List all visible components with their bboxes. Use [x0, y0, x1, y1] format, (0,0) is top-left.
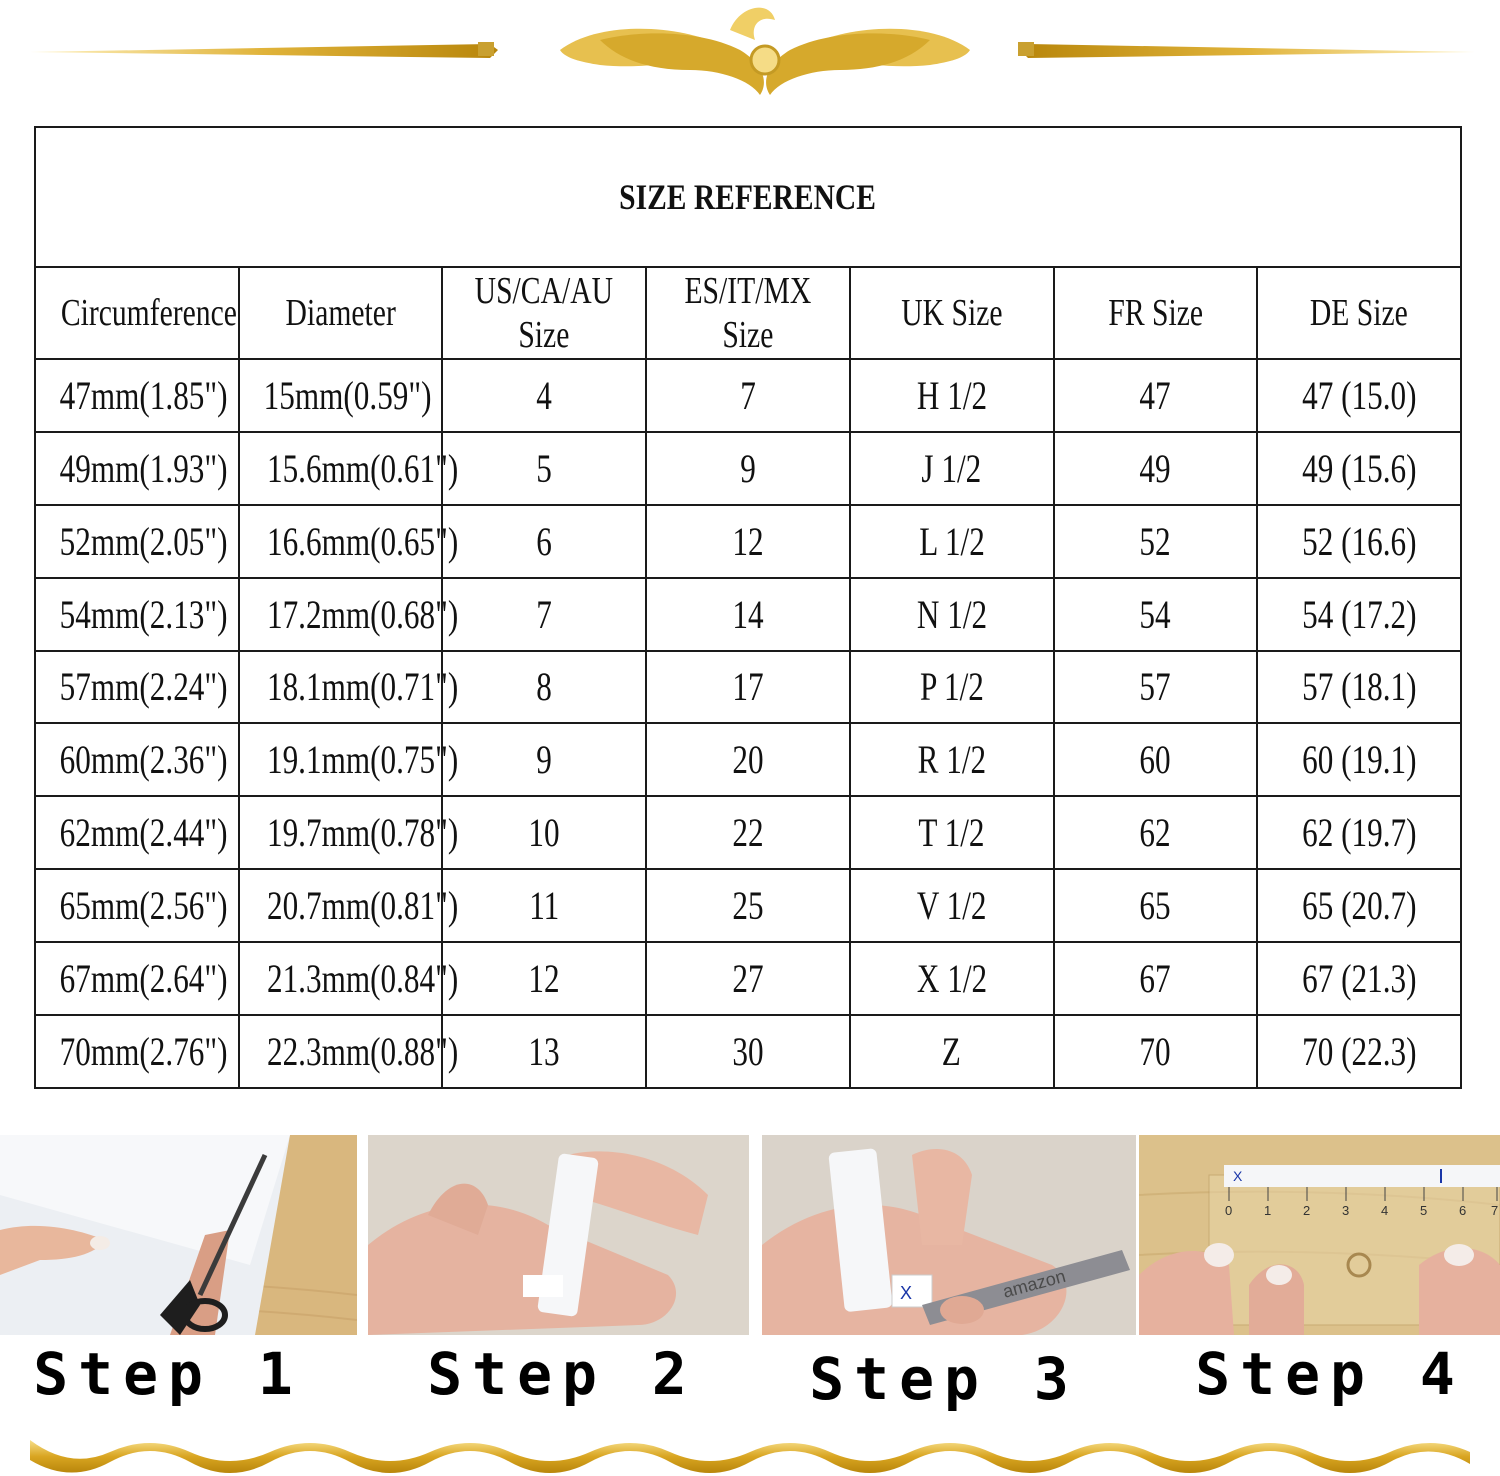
- cell-fr-size: 52: [1054, 505, 1258, 578]
- cell-uk-size: Z: [850, 1015, 1054, 1088]
- pen-brand-text: amazon: [1000, 1265, 1068, 1302]
- ruler-tick-label: 7: [1491, 1203, 1499, 1218]
- strip-mark-x: X: [1233, 1168, 1243, 1184]
- table-row: [35, 651, 1461, 724]
- ruler-tick-label: 1: [1264, 1203, 1272, 1218]
- cell-uk-size: R 1/2: [850, 723, 1054, 796]
- ruler-tick-label: 6: [1459, 1203, 1467, 1218]
- cell-fr-size: 57: [1054, 651, 1258, 724]
- cell-diameter: 15mm(0.59"): [239, 359, 443, 432]
- cell-uk-size: T 1/2: [850, 796, 1054, 869]
- size-reference-table: [34, 126, 1462, 1089]
- table-row: [35, 505, 1461, 578]
- cell-circumference: 57mm(2.24"): [35, 651, 239, 724]
- cell-circumference: 52mm(2.05"): [35, 505, 239, 578]
- header-circumference: Circumference: [35, 267, 239, 359]
- cell-uk-size: L 1/2: [850, 505, 1054, 578]
- cell-uk-size: H 1/2: [850, 359, 1054, 432]
- cell-fr-size: 49: [1054, 432, 1258, 505]
- step-2-label: Step 2: [427, 1340, 697, 1408]
- ruler-tick-label: 4: [1381, 1203, 1389, 1218]
- table-header-row: [35, 267, 1461, 359]
- cell-fr-size: 65: [1054, 869, 1258, 942]
- header-us-size: US/CA/AU Size: [442, 267, 646, 359]
- cell-diameter: 16.6mm(0.65"): [239, 505, 443, 578]
- cell-diameter: 22.3mm(0.88"): [239, 1015, 443, 1088]
- table-row: [35, 723, 1461, 796]
- ruler-tick-label: 5: [1420, 1203, 1428, 1218]
- step-1-photo: [0, 1135, 357, 1335]
- step-4-label: Step 4: [1195, 1340, 1465, 1408]
- cell-es-size: 20: [646, 723, 850, 796]
- cell-diameter: 19.1mm(0.75"): [239, 723, 443, 796]
- cell-fr-size: 70: [1054, 1015, 1258, 1088]
- cell-de-size: 70 (22.3): [1257, 1015, 1461, 1088]
- cell-us-size: 4: [442, 359, 646, 432]
- cell-es-size: 9: [646, 432, 850, 505]
- cell-uk-size: N 1/2: [850, 578, 1054, 651]
- cell-circumference: 54mm(2.13"): [35, 578, 239, 651]
- cell-circumference: 60mm(2.36"): [35, 723, 239, 796]
- table-row: [35, 1015, 1461, 1088]
- cell-de-size: 49 (15.6): [1257, 432, 1461, 505]
- cell-fr-size: 54: [1054, 578, 1258, 651]
- cell-us-size: 10: [442, 796, 646, 869]
- cell-es-size: 27: [646, 942, 850, 1015]
- step-4-photo: [1139, 1135, 1500, 1335]
- cell-uk-size: P 1/2: [850, 651, 1054, 724]
- header-es-size: ES/IT/MX Size: [646, 267, 850, 359]
- cell-fr-size: 62: [1054, 796, 1258, 869]
- cell-es-size: 7: [646, 359, 850, 432]
- step-3-label: Step 3: [809, 1345, 1079, 1413]
- cell-us-size: 12: [442, 942, 646, 1015]
- cell-es-size: 17: [646, 651, 850, 724]
- cell-fr-size: 60: [1054, 723, 1258, 796]
- table-row: [35, 432, 1461, 505]
- cell-diameter: 15.6mm(0.61"): [239, 432, 443, 505]
- ruler-tick-label: 0: [1225, 1203, 1233, 1218]
- header-de-size: DE Size: [1257, 267, 1461, 359]
- overlap-mark-x: X: [900, 1283, 913, 1303]
- table-row: [35, 578, 1461, 651]
- cell-es-size: 14: [646, 578, 850, 651]
- cell-uk-size: X 1/2: [850, 942, 1054, 1015]
- cell-diameter: 20.7mm(0.81"): [239, 869, 443, 942]
- cell-us-size: 11: [442, 869, 646, 942]
- cell-circumference: 62mm(2.44"): [35, 796, 239, 869]
- cell-diameter: 18.1mm(0.71"): [239, 651, 443, 724]
- cell-us-size: 5: [442, 432, 646, 505]
- cell-circumference: 49mm(1.93"): [35, 432, 239, 505]
- cell-es-size: 25: [646, 869, 850, 942]
- step-3-photo: [762, 1135, 1136, 1335]
- cell-us-size: 13: [442, 1015, 646, 1088]
- cell-circumference: 67mm(2.64"): [35, 942, 239, 1015]
- cell-es-size: 12: [646, 505, 850, 578]
- cell-de-size: 52 (16.6): [1257, 505, 1461, 578]
- cell-circumference: 47mm(1.85"): [35, 359, 239, 432]
- cell-de-size: 60 (19.1): [1257, 723, 1461, 796]
- header-fr-size: FR Size: [1054, 267, 1258, 359]
- header-uk-size: UK Size: [850, 267, 1054, 359]
- cell-uk-size: J 1/2: [850, 432, 1054, 505]
- header-diameter: Diameter: [239, 267, 443, 359]
- cell-es-size: 30: [646, 1015, 850, 1088]
- table-title: SIZE REFERENCE: [35, 127, 1461, 267]
- cell-diameter: 17.2mm(0.68"): [239, 578, 443, 651]
- cell-de-size: 62 (19.7): [1257, 796, 1461, 869]
- step-2-photo: [368, 1135, 749, 1335]
- cell-de-size: 67 (21.3): [1257, 942, 1461, 1015]
- cell-de-size: 47 (15.0): [1257, 359, 1461, 432]
- cell-us-size: 6: [442, 505, 646, 578]
- cell-diameter: 19.7mm(0.78"): [239, 796, 443, 869]
- ruler-tick-label: 3: [1342, 1203, 1350, 1218]
- step-1-label: Step 1: [33, 1340, 303, 1408]
- bottom-gold-ribbon: [30, 1430, 1470, 1474]
- cell-us-size: 9: [442, 723, 646, 796]
- top-gold-ornament: [0, 0, 1500, 110]
- cell-fr-size: 67: [1054, 942, 1258, 1015]
- table-row: [35, 869, 1461, 942]
- cell-uk-size: V 1/2: [850, 869, 1054, 942]
- cell-de-size: 57 (18.1): [1257, 651, 1461, 724]
- cell-us-size: 7: [442, 578, 646, 651]
- ruler-tick-label: 2: [1303, 1203, 1311, 1218]
- table-row: [35, 359, 1461, 432]
- cell-us-size: 8: [442, 651, 646, 724]
- cell-de-size: 65 (20.7): [1257, 869, 1461, 942]
- cell-circumference: 65mm(2.56"): [35, 869, 239, 942]
- cell-es-size: 22: [646, 796, 850, 869]
- cell-circumference: 70mm(2.76"): [35, 1015, 239, 1088]
- table-row: [35, 942, 1461, 1015]
- cell-diameter: 21.3mm(0.84"): [239, 942, 443, 1015]
- table-row: [35, 796, 1461, 869]
- cell-fr-size: 47: [1054, 359, 1258, 432]
- cell-de-size: 54 (17.2): [1257, 578, 1461, 651]
